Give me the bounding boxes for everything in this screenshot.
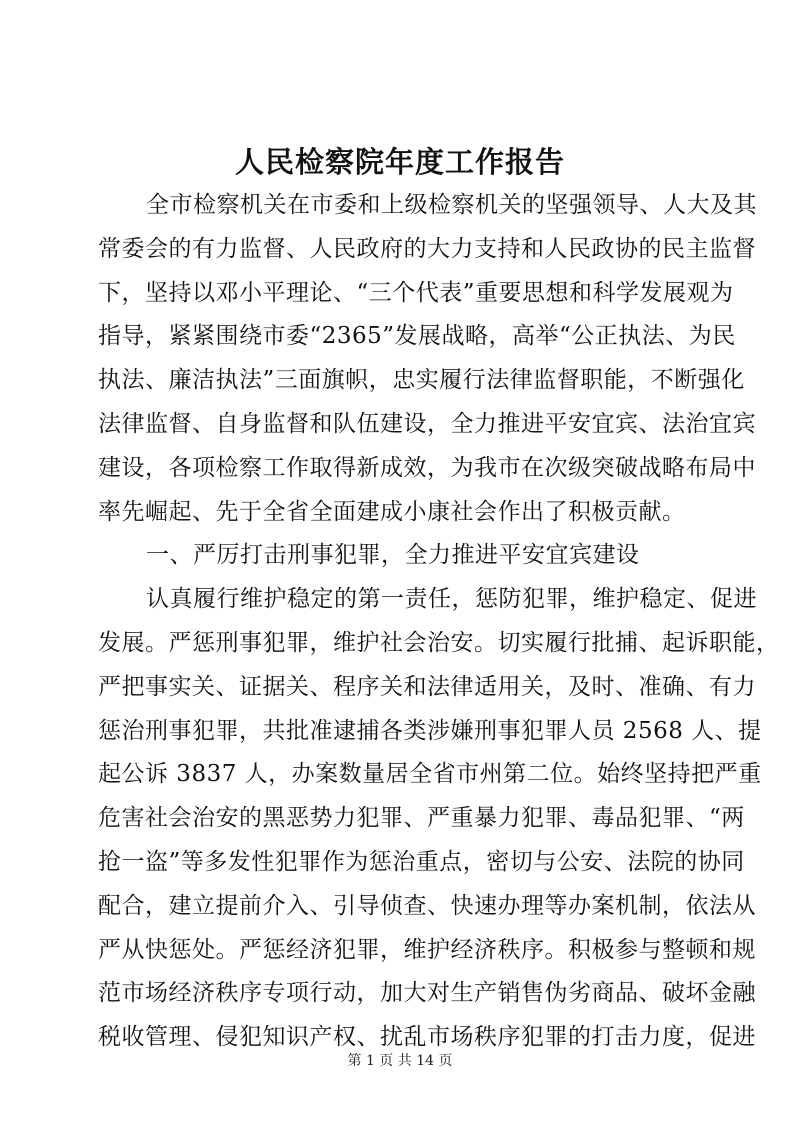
text-line: 下，坚持以邓小平理论、“三个代表”重要思想和科学发展观为: [98, 279, 734, 306]
page-footer: 第 1 页 共 14 页: [347, 1053, 453, 1069]
text-line: 建设，各项检察工作取得新成效，为我市在次级突破战略布局中: [98, 454, 756, 481]
text-line: 严把事实关、证据关、程序关和法律适用关，及时、准确、有力: [98, 673, 756, 700]
text-line: 率先崛起、先于全省全面建成小康社会作出了积极贡献。: [98, 498, 686, 525]
text-line: 法律监督、自身监督和队伍建设，全力推进平安宜宾、法治宜宾: [98, 410, 756, 437]
text-line: 税收管理、侵犯知识产权、扰乱市场秩序犯罪的打击力度，促进: [98, 1024, 756, 1051]
text-line: 危害社会治安的黑恶势力犯罪、严重暴力犯罪、毒品犯罪、“两: [98, 805, 745, 832]
text-line: 配合，建立提前介入、引导侦查、快速办理等办案机制，依法从: [98, 892, 756, 919]
document-body: [98, 184, 780, 1060]
text-line: 常委会的有力监督、人民政府的大力支持和人民政协的民主监督: [98, 235, 756, 262]
text-line: 全市检察机关在市委和上级检察机关的坚强领导、人大及其: [146, 192, 757, 218]
text-line: 惩治刑事犯罪，共批准逮捕各类涉嫌刑事犯罪人员 2568 人、提: [98, 717, 762, 744]
text-line: 范市场经济秩序专项行动，加大对生产销售伪劣商品、破坏金融: [98, 980, 756, 1007]
text-line: 起公诉 3837 人，办案数量居全省市州第二位。始终坚持把严重: [98, 761, 762, 788]
text-line: 认真履行维护稳定的第一责任，惩防犯罪，维护稳定、促进: [146, 586, 757, 613]
text-line: 一、严厉打击刑事犯罪，全力推进平安宜宾建设: [146, 542, 640, 569]
text-line: 执法、廉洁执法”三面旗帜，忠实履行法律监督职能，不断强化: [98, 367, 745, 394]
text-line: 抢一盗”等多发性犯罪作为惩治重点，密切与公安、法院的协同: [98, 848, 745, 875]
text-line: 严从快惩处。严惩经济犯罪，维护经济秩序。积极参与整顿和规: [98, 936, 756, 963]
document-title: 人民检察院年度工作报告: [234, 145, 565, 179]
text-line: 指导，紧紧围绕市委“2365”发展战略，高举“公正执法、为民: [98, 323, 736, 350]
text-line: 发展。严惩刑事犯罪，维护社会治安。切实履行批捕、起诉职能，: [98, 629, 780, 656]
